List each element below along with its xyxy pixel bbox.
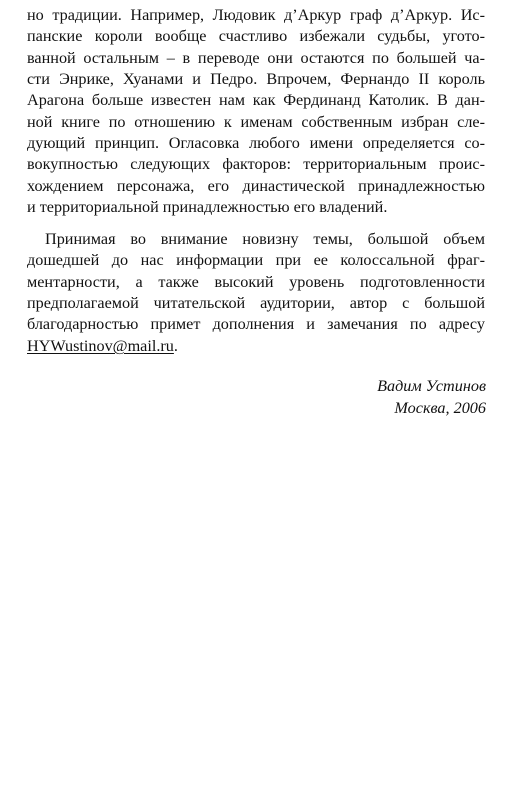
text-line: ментарности, а также высокий уровень подготовленности [27, 273, 485, 291]
text-line: ванной остальным – в переводе они остаются по большей ча- [27, 49, 485, 67]
text-line: Арагона больше известен нам как Фердинанд Католик. В дан- [27, 91, 485, 109]
text-line: дующий принцип. Огласовка любого имени определяется со- [27, 134, 485, 152]
text-line: ной книге по отношению к именам собственным избран сле- [27, 113, 485, 131]
text-line: дошедшей до нас информации при ее колоссальной фраг- [27, 251, 485, 269]
text-line: но традиции. Например, Людовик д’Аркур граф д’Аркур. Ис- [27, 6, 485, 24]
text-line: Принимая во внимание новизну темы, большой объем [45, 230, 485, 248]
text-line: сти Энрике, Хуанами и Педро. Впрочем, Фернандо II король [27, 70, 485, 88]
email-trailing-punctuation: . [173, 337, 178, 355]
email-line [27, 336, 485, 357]
text-line: и территориальной принадлежностью его владений. [27, 198, 388, 216]
text-line: панские короли вообще счастливо избежали судьбы, угото- [27, 27, 485, 45]
text-line: предполагаемой читательской аудитории, автор с большой [27, 294, 485, 312]
signature-author: Вадим Устинов [377, 377, 486, 395]
email-link[interactable]: HYWustinov@mail.ru [27, 337, 174, 355]
text-line: вокупностью следующих факторов: территориальным проис- [27, 155, 485, 173]
signature-place-year: Москва, 2006 [394, 399, 486, 417]
text-line: хождением персонажа, его династической принадлежностью [27, 177, 485, 195]
text-line: благодарностью примет дополнения и замечания по адресу [27, 315, 485, 333]
